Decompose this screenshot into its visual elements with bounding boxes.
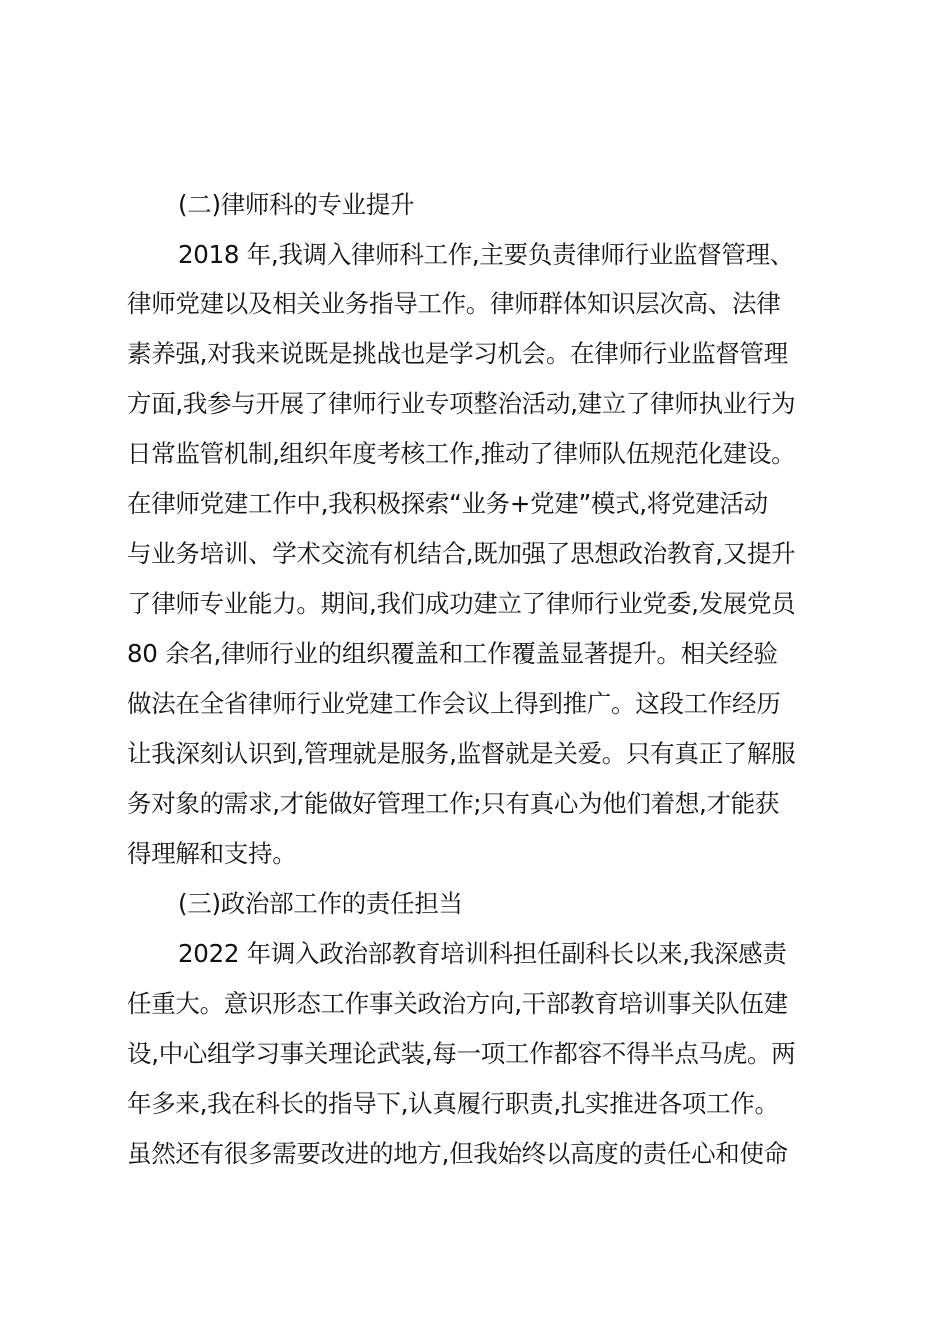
paragraph-line: 日常监管机制,组织年度考核工作,推动了律师队伍规范化建设。 (127, 439, 796, 468)
paragraph-line: 任重大。意识形态工作事关政治方向,干部教育培训事关队伍建 (127, 989, 788, 1018)
paragraph-line: 设,中心组学习事关理论武装,每一项工作都容不得半点马虎。两 (127, 1039, 796, 1068)
paragraph-line: 与业务培训、学术交流有机结合,既加强了思想政治教育,又提升 (127, 539, 796, 568)
paragraph-line: 80 余名,律师行业的组织覆盖和工作覆盖显著提升。相关经验 (127, 639, 778, 668)
paragraph-line: 得理解和支持。 (127, 839, 297, 868)
paragraph-line: 在律师党建工作中,我积极探索“业务+党建”模式,将党建活动 (127, 489, 768, 518)
section-heading: (三)政治部工作的责任担当 (178, 889, 463, 918)
paragraph-line: 方面,我参与开展了律师行业专项整治活动,建立了律师执业行为 (127, 389, 796, 418)
paragraph-line: 2018 年,我调入律师科工作,主要负责律师行业监督管理、 (178, 240, 795, 269)
paragraph-line: 年多来,我在科长的指导下,认真履行职责,扎实推进各项工作。 (127, 1089, 779, 1118)
paragraph-line: 务对象的需求,才能做好管理工作;只有真心为他们着想,才能获 (127, 789, 780, 818)
paragraph-line: 让我深刻认识到,管理就是服务,监督就是关爱。只有真正了解服 (127, 739, 796, 768)
section-heading: (二)律师科的专业提升 (178, 190, 415, 219)
paragraph-line: 2022 年调入政治部教育培训科担任副科长以来,我深感责 (178, 939, 787, 968)
paragraph-line: 做法在全省律师行业党建工作会议上得到推广。这段工作经历 (127, 689, 781, 718)
paragraph-line: 素养强,对我来说既是挑战也是学习机会。在律师行业监督管理 (127, 339, 788, 368)
paragraph-line: 了律师专业能力。期间,我们成功建立了律师行业党委,发展党员 (127, 589, 796, 618)
paragraph-line: 虽然还有很多需要改进的地方,但我始终以高度的责任心和使命 (127, 1139, 788, 1168)
paragraph-line: 律师党建以及相关业务指导工作。律师群体知识层次高、法律 (127, 289, 781, 318)
